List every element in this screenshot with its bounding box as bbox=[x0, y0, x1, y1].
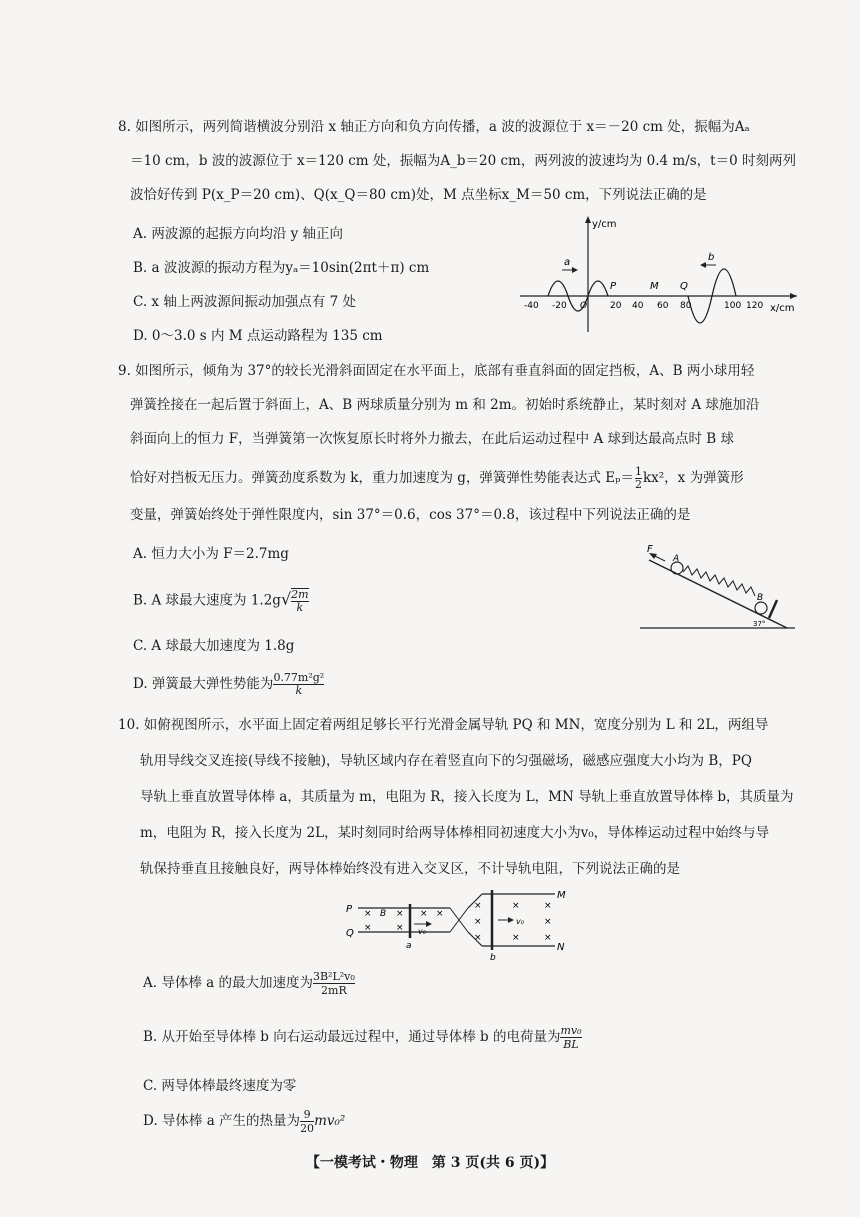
tick-label: 60 bbox=[657, 301, 669, 311]
tick-label: 40 bbox=[632, 301, 644, 311]
field-cross: × bbox=[512, 901, 520, 911]
q8-option-d: D. 0～3.0 s 内 M 点运动路程为 135 cm bbox=[133, 328, 383, 344]
q9-line5: 变量，弹簧始终处于弹性限度内，sin 37°＝0.6，cos 37°＝0.8，该过程中下列说法正确的是 bbox=[130, 507, 691, 523]
tick-label: -40 bbox=[524, 301, 539, 311]
ball-b-label: B bbox=[757, 593, 764, 603]
q9-option-d: D. 弹簧最大弹性势能为 $\frac{\text{0.77m²g²}}{k}$ bbox=[133, 671, 325, 697]
rod-b-label: b bbox=[490, 953, 496, 963]
charge-fraction: $\frac{\text{mv₀}}{BL}$ bbox=[560, 1024, 582, 1051]
q10-option-b: B. 从开始至导体棒 b 向右运动最远过程中，通过导体棒 b 的电荷量为 $\frac{\text{mv₀}}{BL}$ bbox=[143, 1024, 582, 1051]
field-cross: × bbox=[364, 923, 372, 933]
q8-line1: 8. 如图所示，两列简谐横波分别沿 x 轴正方向和负方向传播，a 波的波源位于 x＝－20 cm 处，振幅为Aₐ bbox=[118, 119, 750, 135]
field-cross: × bbox=[364, 909, 372, 919]
x-axis-label: x/cm bbox=[770, 303, 795, 314]
field-cross: × bbox=[474, 933, 482, 943]
field-cross: × bbox=[474, 901, 482, 911]
sqrt-fraction: $\frac{2m}{k}$ bbox=[291, 588, 309, 614]
q8-option-c: C. x 轴上两波源间振动加强点有 7 处 bbox=[133, 294, 357, 310]
ball-a-label: A bbox=[673, 554, 680, 564]
field-cross: × bbox=[544, 933, 552, 943]
tick-label: 20 bbox=[610, 301, 622, 311]
q9-line2: 弹簧拴接在一起后置于斜面上，A、B 两球质量分别为 m 和 2m。初始时系统静止，某时刻对 A 球施加沿 bbox=[130, 397, 760, 413]
page-footer: 【一模考试・物理 第 3 页(共 6 页)】 bbox=[305, 1155, 555, 1171]
field-label: B bbox=[380, 909, 387, 919]
label-n: N bbox=[557, 942, 565, 953]
wave-a-label: a bbox=[564, 257, 571, 268]
q10-option-d: D. 导体棒 a 产生的热量为 $\frac{9}{20}$ mv₀² bbox=[143, 1108, 346, 1135]
field-cross: × bbox=[436, 909, 444, 919]
acceleration-fraction: $\frac{\text{3B²L²v₀}}{2mR}$ bbox=[312, 970, 355, 997]
incline-surface bbox=[649, 560, 787, 628]
tick-label: O bbox=[580, 301, 588, 311]
q10-option-a: A. 导体棒 a 的最大加速度为 $\frac{\text{3B²L²v₀}}{2mR}$ bbox=[143, 970, 355, 997]
tick-label: 80 bbox=[680, 301, 692, 311]
baffle bbox=[769, 600, 777, 618]
q8-option-b: B. a 波波源的振动方程为yₐ＝10sin(2πt＋π) cm bbox=[133, 260, 430, 276]
q9-line3: 斜面向上的恒力 F，当弹簧第一次恢复原长时将外力撤去，在此后运动过程中 A 球到达最高点时 B 球 bbox=[130, 431, 734, 447]
q8-option-a: A. 两波源的起振方向均沿 y 轴正向 bbox=[133, 226, 344, 242]
q9-option-b: B. A 球最大速度为 1.2g√ $\frac{2m}{k}$ bbox=[133, 588, 309, 614]
q9-line4-pre: 恰好对挡板无压力。弹簧劲度系数为 k，重力加速度为 g，弹簧弹性势能表达式 Eₚ＝ bbox=[130, 470, 634, 486]
field-cross: × bbox=[544, 917, 552, 927]
half-fraction: $\frac{1}{2}$ bbox=[634, 465, 642, 491]
sqrt-sign: √ bbox=[280, 589, 292, 609]
y-axis-label: y/cm bbox=[592, 219, 617, 230]
energy-fraction: $\frac{\text{0.77m²g²}}{k}$ bbox=[273, 671, 325, 697]
point-p: P bbox=[610, 281, 617, 292]
tick-label: 120 bbox=[746, 301, 764, 311]
wave-b-label: b bbox=[708, 252, 715, 263]
angle-label: 37° bbox=[753, 620, 766, 628]
field-cross: × bbox=[396, 909, 404, 919]
field-cross: × bbox=[474, 917, 482, 927]
q10-line5: 轨保持垂直且接触良好，两导体棒始终没有进入交叉区，不计导轨电阻，下列说法正确的是 bbox=[140, 861, 680, 877]
q10-option-c: C. 两导体棒最终速度为零 bbox=[143, 1078, 297, 1094]
q9-line4 bbox=[130, 466, 744, 491]
point-q: Q bbox=[680, 281, 688, 292]
q9-line1: 9. 如图所示，倾角为 37°的较长光滑斜面固定在水平面上，底部有垂直斜面的固定挡板，A、B 两小球用轻 bbox=[118, 363, 755, 379]
heat-fraction: $\frac{9}{20}$ bbox=[300, 1108, 315, 1135]
q9-line4-post: kx²，x 为弹簧形 bbox=[642, 470, 744, 486]
field-cross: × bbox=[420, 909, 428, 919]
field-cross: × bbox=[396, 923, 404, 933]
q10-rail-figure bbox=[340, 888, 580, 963]
tick-label: 100 bbox=[724, 301, 742, 311]
ball-b bbox=[755, 602, 767, 614]
label-q: Q bbox=[346, 928, 354, 939]
q9-option-a: A. 恒力大小为 F＝2.7mg bbox=[133, 546, 289, 562]
q8-line3: 波恰好传到 P(x_P＝20 cm)、Q(x_Q＝80 cm)处，M 点坐标x_M＝50 cm，下列说法正确的是 bbox=[130, 187, 707, 203]
rod-a-label: a bbox=[406, 941, 412, 951]
tick-label: -20 bbox=[552, 301, 567, 311]
q10-line2: 轨用导线交叉连接(导线不接触)，导轨区域内存在着竖直向下的匀强磁场，磁感应强度大小均为 B，PQ bbox=[140, 753, 752, 769]
force-label: F bbox=[647, 544, 653, 555]
field-cross: × bbox=[544, 901, 552, 911]
label-m: M bbox=[557, 890, 566, 901]
q8-line2: ＝10 cm，b 波的波源位于 x＝120 cm 处，振幅为A_b＝20 cm，两列波的波速均为 0.4 m/s，t＝0 时刻两列 bbox=[130, 153, 796, 169]
q9-option-c: C. A 球最大加速度为 1.8g bbox=[133, 638, 295, 654]
q10-line3: 导轨上垂直放置导体棒 a，其质量为 m，电阻为 R，接入长度为 L，MN 导轨上垂直放置导体棒 b，其质量为 bbox=[140, 789, 794, 805]
velocity-b-label: v₀ bbox=[516, 917, 524, 926]
q9-incline-figure bbox=[635, 540, 800, 635]
point-m: M bbox=[650, 281, 659, 292]
velocity-a-label: v₀ bbox=[418, 927, 426, 936]
spring bbox=[683, 566, 755, 596]
q8-wave-figure bbox=[512, 210, 802, 340]
q10-line1: 10. 如俯视图所示，水平面上固定着两组足够长平行光滑金属导轨 PQ 和 MN，宽度分别为 L 和 2L，两组导 bbox=[118, 717, 769, 733]
q10-line4: m，电阻为 R，接入长度为 2L，某时刻同时给两导体棒相同初速度大小为v₀，导体棒运动过程中始终与导 bbox=[140, 825, 770, 841]
field-cross: × bbox=[512, 933, 520, 943]
label-p: P bbox=[346, 904, 353, 915]
